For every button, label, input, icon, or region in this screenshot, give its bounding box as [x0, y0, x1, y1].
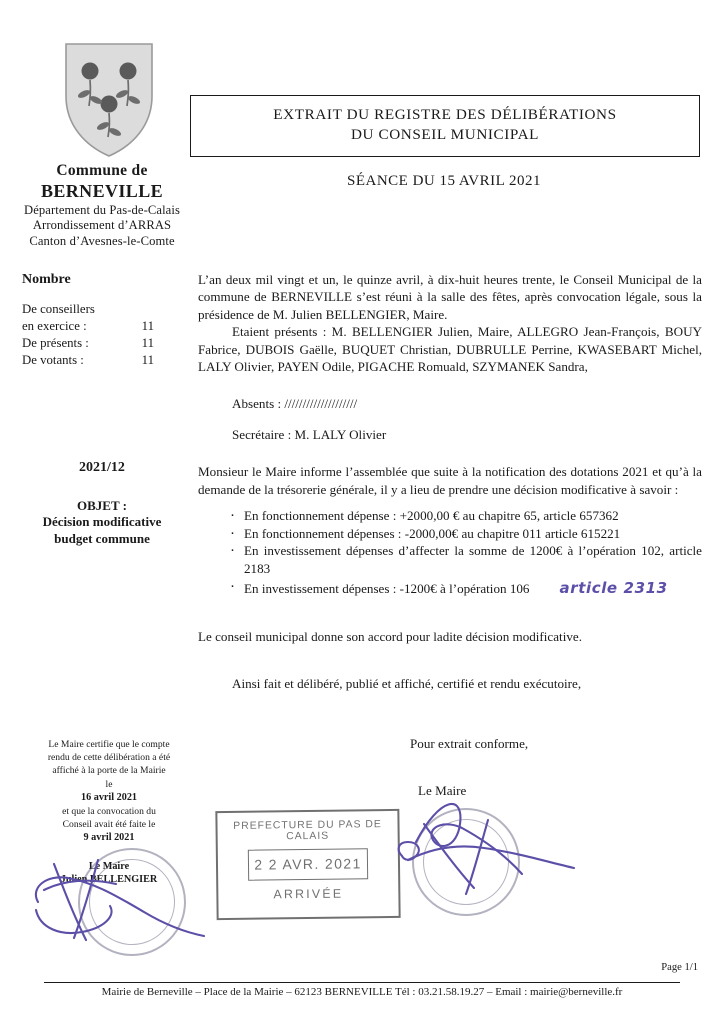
- ainsi-fait-paragraph: Ainsi fait et délibéré, publié et affiché, certifié et rendu exécutoire,: [232, 676, 582, 692]
- nombre-row: [22, 335, 198, 352]
- le-maire-label-left: Le Maire: [88, 860, 130, 872]
- stamp-arrivee-text: ARRIVÉE: [273, 886, 344, 902]
- nombre-label: De votants :: [22, 352, 84, 367]
- opening-paragraph: L’an deux mil vingt et un, le quinze avril, à dix-huit heures trente, le Conseil Municipal de la commune de BERNEVILLE s’est réuni à la salle des fêtes, après convocation légale, sous la présidence de M. Julien BELLENGIER, Maire.: [198, 272, 702, 322]
- date-affichage: 16 avril 2021: [80, 791, 138, 803]
- nombre-value: 11: [141, 335, 154, 350]
- certification-line-2: rendu de cette délibération a été: [47, 752, 171, 764]
- nombre-label: en exercice :: [22, 318, 87, 333]
- certification-line-5: et que la convocation du: [62, 806, 156, 818]
- document-body: [198, 271, 702, 693]
- commune-label: Commune de: [56, 162, 148, 179]
- decision-bullet-text: En investissement dépenses : -1200€ à l’opération 106: [244, 580, 530, 596]
- certification-line-1: Le Maire certifie que le compte: [48, 739, 170, 750]
- pour-extrait-conforme: Pour extrait conforme,: [410, 736, 529, 751]
- handwritten-signature-icon: [24, 850, 209, 950]
- objet-line-2: budget commune: [54, 530, 150, 546]
- reference-block: [6, 460, 198, 548]
- nombre-block: [22, 272, 198, 369]
- commune-departement: Département du Pas-de-Calais: [24, 202, 180, 217]
- page-number: Page 1/1: [661, 962, 698, 973]
- coat-of-arms-shield-three-roses-icon: [60, 38, 158, 160]
- footer-divider: [44, 982, 680, 983]
- decision-intro-paragraph: Monsieur le Maire informe l’assemblée que suite à la notification des dotations 2021 et qu’à la demande de la trésorerie générale, il y a lieu de prendre une décision modificative à savoir :: [198, 464, 702, 497]
- stamp-arrival-date: 2 2 AVR. 2021: [248, 848, 368, 880]
- seance-date: SÉANCE DU 15 AVRIL 2021: [346, 173, 541, 189]
- nombre-label: De présents :: [22, 335, 89, 350]
- decision-bullet-list: [198, 507, 702, 598]
- certification-line-3: affiché à la porte de la Mairie: [52, 765, 166, 777]
- decision-bullet: [230, 578, 702, 598]
- deliberation-number: 2021/12: [79, 460, 125, 475]
- commune-name: BERNEVILLE: [40, 180, 164, 201]
- certification-line-4: le: [105, 778, 113, 790]
- decision-bullet: · En fonctionnement dépense : +2000,00 € au chapitre 65, article 657362: [230, 507, 702, 525]
- handwritten-annotation: article 2313: [559, 578, 668, 597]
- footer-contact-info: Mairie de Berneville – Place de la Mairie – 62123 BERNEVILLE Tél : 03.21.58.19.27 – Email : mairie@berneville.fr: [101, 986, 623, 998]
- secretaire-line: Secrétaire : M. LALY Olivier: [232, 426, 387, 442]
- document-title-box: [190, 95, 700, 157]
- commune-arrondissement: Arrondissement d’ARRAS: [32, 218, 172, 233]
- maire-name-left: Julien BELLENGIER: [60, 873, 158, 885]
- absents-line: Absents : ////////////////////: [232, 396, 358, 412]
- accord-paragraph: Le conseil municipal donne son accord pour ladite décision modificative.: [198, 629, 582, 644]
- certification-line-6: Conseil avait été faite le: [62, 819, 156, 831]
- commune-canton: Canton d’Avesnes-le-Comte: [29, 233, 175, 248]
- present-members-paragraph: Etaient présents : M. BELLENGIER Julien, Maire, ALLEGRO Jean-François, BOUY Fabrice, DUBOIS Gaëlle, BUQUET Christian, DUBRULLE Perrine, KWASEBART Michel, LALY Olivier, PAYEN Odile, PIGACHE Romuald, SZYMANEK Sandra,: [198, 324, 702, 375]
- decision-bullet: · En investissement dépenses d’affecter la somme de 1200€ à l’opération 102, article 2183: [230, 542, 702, 577]
- page-title-line-1: EXTRAIT DU REGISTRE DES DÉLIBÉRATIONS: [273, 106, 617, 123]
- le-maire-label-right: Le Maire: [418, 783, 467, 798]
- decision-bullet: · En fonctionnement dépenses : -2000,00€ au chapitre 011 article 615221: [230, 525, 702, 543]
- nombre-value: 11: [141, 352, 154, 367]
- nombre-title: Nombre: [22, 272, 71, 287]
- stamp-prefecture-text: PREFECTURE DU PAS DE CALAIS: [233, 819, 382, 843]
- commune-identity-block: [6, 162, 198, 249]
- nombre-row: [22, 318, 198, 335]
- nombre-value: 11: [141, 318, 154, 333]
- objet-title: OBJET :: [77, 498, 127, 513]
- nombre-value: [126, 301, 154, 318]
- nombre-label: De conseillers: [22, 302, 95, 316]
- prefecture-arrival-stamp: [215, 809, 400, 920]
- nombre-row: [22, 301, 198, 318]
- handwritten-signature-icon: [388, 790, 578, 920]
- objet-line-1: Décision modificative: [42, 514, 162, 529]
- nombre-row: [22, 352, 198, 369]
- page-title-line-2: DU CONSEIL MUNICIPAL: [350, 126, 540, 144]
- date-convocation: 9 avril 2021: [83, 832, 135, 844]
